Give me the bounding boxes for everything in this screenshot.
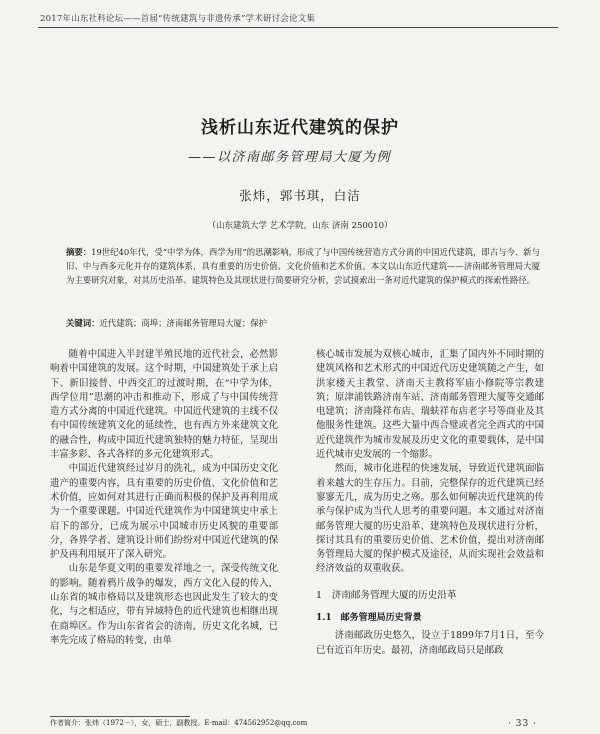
author-footnote: 作者简介：张炜（1972－），女，硕士，副教授。E-mail：474562952@qq.com bbox=[50, 719, 308, 727]
keywords bbox=[66, 317, 540, 329]
page-number: · 33 · bbox=[508, 719, 537, 729]
keywords-text: 近代建筑；商埠；济南邮务管理局大厦；保护 bbox=[99, 318, 267, 328]
right-column bbox=[316, 348, 544, 658]
abstract-label: 摘要： bbox=[66, 247, 92, 257]
body-paragraph: 济南邮政历史悠久，设立于1899年7月1日，至今已有近百年历史。最初，济南邮政局只是邮政 bbox=[316, 630, 544, 656]
footnote-rule bbox=[50, 716, 190, 717]
body-paragraph: 山东是华夏文明的重要发祥地之一，深受传统文化的影响。随着鸦片战争的爆发，西方文化入侵的传入，山东省的城市格局以及建筑形态也因此发生了较大的变化，与之相适应，带有异域特色的近代建筑也相继出现在商埠区。作为山东省省会的济南，历史文化名城，已率先完成了格局的转变，由单 bbox=[50, 563, 278, 646]
body-paragraph: 然而，城市化进程的快速发展，导致近代建筑面临着来越大的生存压力。目前，完整保存的近代建筑已经寥寥无几，成为历史之殇。那么如何解决近代建筑的传承与保护成为当代人思考的重要问题。本文通过对济南邮务管理大厦的历史沿革、建筑特色及现状进行分析，探讨其具有的重要历史价值、艺术价值，提出对济南邮务管理局大厦的保护模式及途径，从而实现社会效益和经济效益的双重收获。 bbox=[316, 463, 544, 575]
header-rule bbox=[38, 27, 558, 28]
body-paragraph: 中国近代建筑经过岁月的洗礼，成为中国历史文化遗产的重要内容，具有重要的历史价值、文化价值和艺术价值，应如何对其进行正确而积极的保护及再利用成为一个重要课题。中国近代建筑作为中国建筑史中承上启下的部分，已成为展示中国城市历史风貌的重要部分，各界学者、建筑设计师们纷纷对中国近代建筑的保护及再利用展开了深入研究。 bbox=[50, 463, 278, 561]
running-header: 2017年山东社科论坛——首届“传统建筑与非遗传承”学术研讨会论文集 bbox=[40, 14, 316, 24]
author-list: 张炜，郭书琪，白洁 bbox=[239, 188, 361, 203]
section-heading: 1 济南邮务管理大厦的历史沿革 bbox=[316, 589, 457, 601]
paper-title: 浅析山东近代建筑的保护 bbox=[201, 118, 399, 138]
abstract-text: 19世纪40年代，受“中学为体，西学为用”的思潮影响，形成了与中国传统营造方式分离的中国近代建筑，即古与今、新与旧、中与西多元化并存的建筑体系，具有重要的历史价值、文化价值和艺术价值。本文以山东近代建筑——济南邮务管理局大厦为主要研究对象，对其历史沿革、建筑特色及其现状进行简要研究分析，尝试摸索出一条对近代建筑的保护模式的探索性路径。 bbox=[66, 247, 541, 286]
left-column bbox=[50, 348, 278, 648]
body-paragraph: 核心城市发展为双核心城市，汇集了国内外不同时期的建筑风格和艺术形式的中国近代历史建筑随之产生，如洪家楼天主教堂、济南天主教将军庙小修院等宗教建筑；原津浦铁路济南车站、济南邮务管理大厦等交通邮电建筑；济南隆祥布店、瑞蚨祥布店老字号等商业及其他服务性建筑。这些大量中西合璧或者完全西式的中国近代建筑作为城市发展及历史文化的重要载体，是中国近代城市史发展的一个缩影。 bbox=[316, 349, 544, 461]
subsection-heading: 1.1 邮务管理局历史背景 bbox=[316, 613, 422, 624]
abstract bbox=[66, 245, 540, 288]
paper-subtitle: ——以济南邮务管理局大厦为例 bbox=[188, 150, 392, 165]
body-paragraph: 随着中国进入半封建半殖民地的近代社会，必然影响着中国建筑的发展。这个时期，中国建筑处于承上启下、新旧接替、中西交汇的过渡时期，在“中学为体，西学位用”思潮的冲击和推动下，形成了与中国传统营造方式分离的中国近代建筑。中国近代建筑的主线不仅有中国传统建筑文化的延续性，也有西方外来建筑文化的融合性，构成中国近代建筑独特的魅力特征，呈现出丰富多彩、各式各样的多元化建筑形式。 bbox=[50, 349, 278, 461]
affiliation: （山东建筑大学 艺术学院，山东 济南 250010） bbox=[207, 221, 393, 231]
keywords-label: 关键词： bbox=[66, 318, 100, 328]
